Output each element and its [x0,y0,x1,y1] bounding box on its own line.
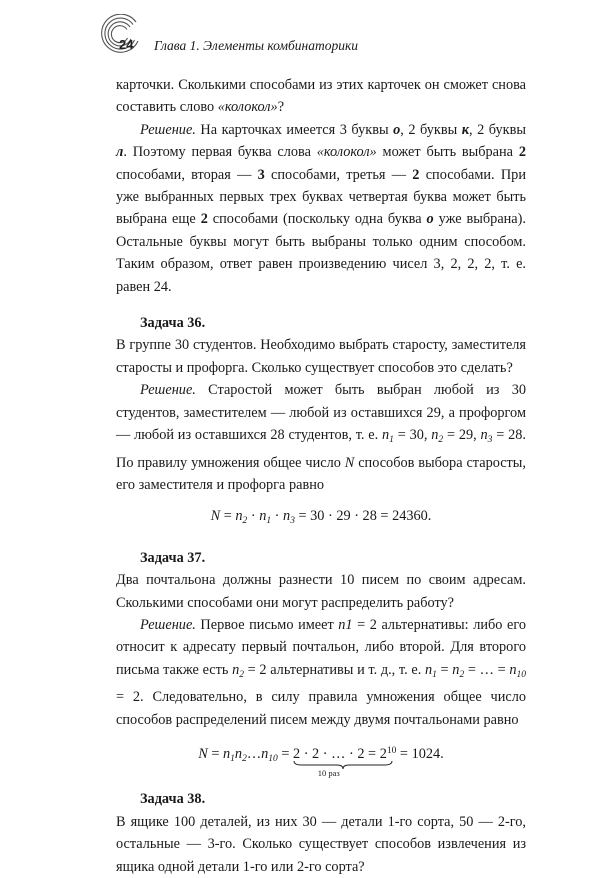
underbrace-label: 10 раз [317,767,340,778]
solution-label: Решение. [140,121,196,138]
chapter-title: Глава 1. Элементы комбинаторики [154,38,359,53]
paragraph-continuation: карточки. Сколькими способами из этих карточек он сможет снова составить слово «колокол»? [116,77,526,116]
task-37-title: Задача 37. [140,549,206,566]
task-38-title: Задача 38. [140,791,206,808]
task-38-text: В ящике 100 деталей, из них 30 — детали 1-го сорта, 50 — 2-го, остальные — 3-го. Сколько существует способов извлечения из ящика одной детали 1-го или 2-го сорта? [116,813,526,875]
page-number: 24 [119,37,134,52]
solution-37: Решение. Первое письмо имеет n1 = 2 альтернативы: либо его относит к адресату первый почтальон, либо второй. Для второго письма также есть $n_2 = 2$ альтернативы и т. д., т. е. $n_1 = n_2$ = … = $n_{10} = 2$. Следовательно, в силу правила умножения общее число способов распределений писем между двумя почтальонами равно [116,616,526,728]
solution-36: Решение. Старостой может быть выбран любой из 30 студентов, заместителем — любой из оставшихся 29, а профоргом — любой из оставшихся 28 студентов, т. е. $n_1 = 30$, $n_2 = 29$, $n_3 = 28$. По правилу умножения общее число N способов выбора старосты, его заместителя и профорга равно [116,382,526,493]
page-content [116,74,526,878]
solution-35: Решение. На карточках имеется 3 буквы о, 2 буквы к, 2 буквы л. Поэтому первая буква слова «колокол» может быть выбрана 2 способами, вторая — 3 способами, третья — 2 способами. При уже выбранных первых трех буквах четвертая буква может быть выбрана еще 2 способами (поскольку одна буква о уже выбрана). Остальные буквы могут быть выбраны только одним способом. Таким образом, ответ равен произведению чисел 3, 2, 2, 2, т. е. равен 24. [116,121,526,295]
task-36-text: В группе 30 студентов. Необходимо выбрать старосту, заместителя старосты и профорга. Сколько существует способов это сделать? [116,337,526,376]
formula-36: $N = n_2 \cdot n_1 \cdot n_3 = 30 \cdot 29 \cdot 28 = 24360$. [210,508,432,527]
task-36-title: Задача 36. [140,315,206,332]
page-header [98,14,558,54]
task-37-text: Два почтальона должны разнести 10 писем по своим адресам. Сколькими способами они могут распределить работу? [116,572,526,611]
formula-37: $N = n_1n_2\dots n_{10} = 2 \cdot 2$ · … · 2 10 раз = $2^{10} = 1024$. [116,740,526,770]
underbrace-product: 2 · 2 · … · 2 10 раз [293,743,364,765]
